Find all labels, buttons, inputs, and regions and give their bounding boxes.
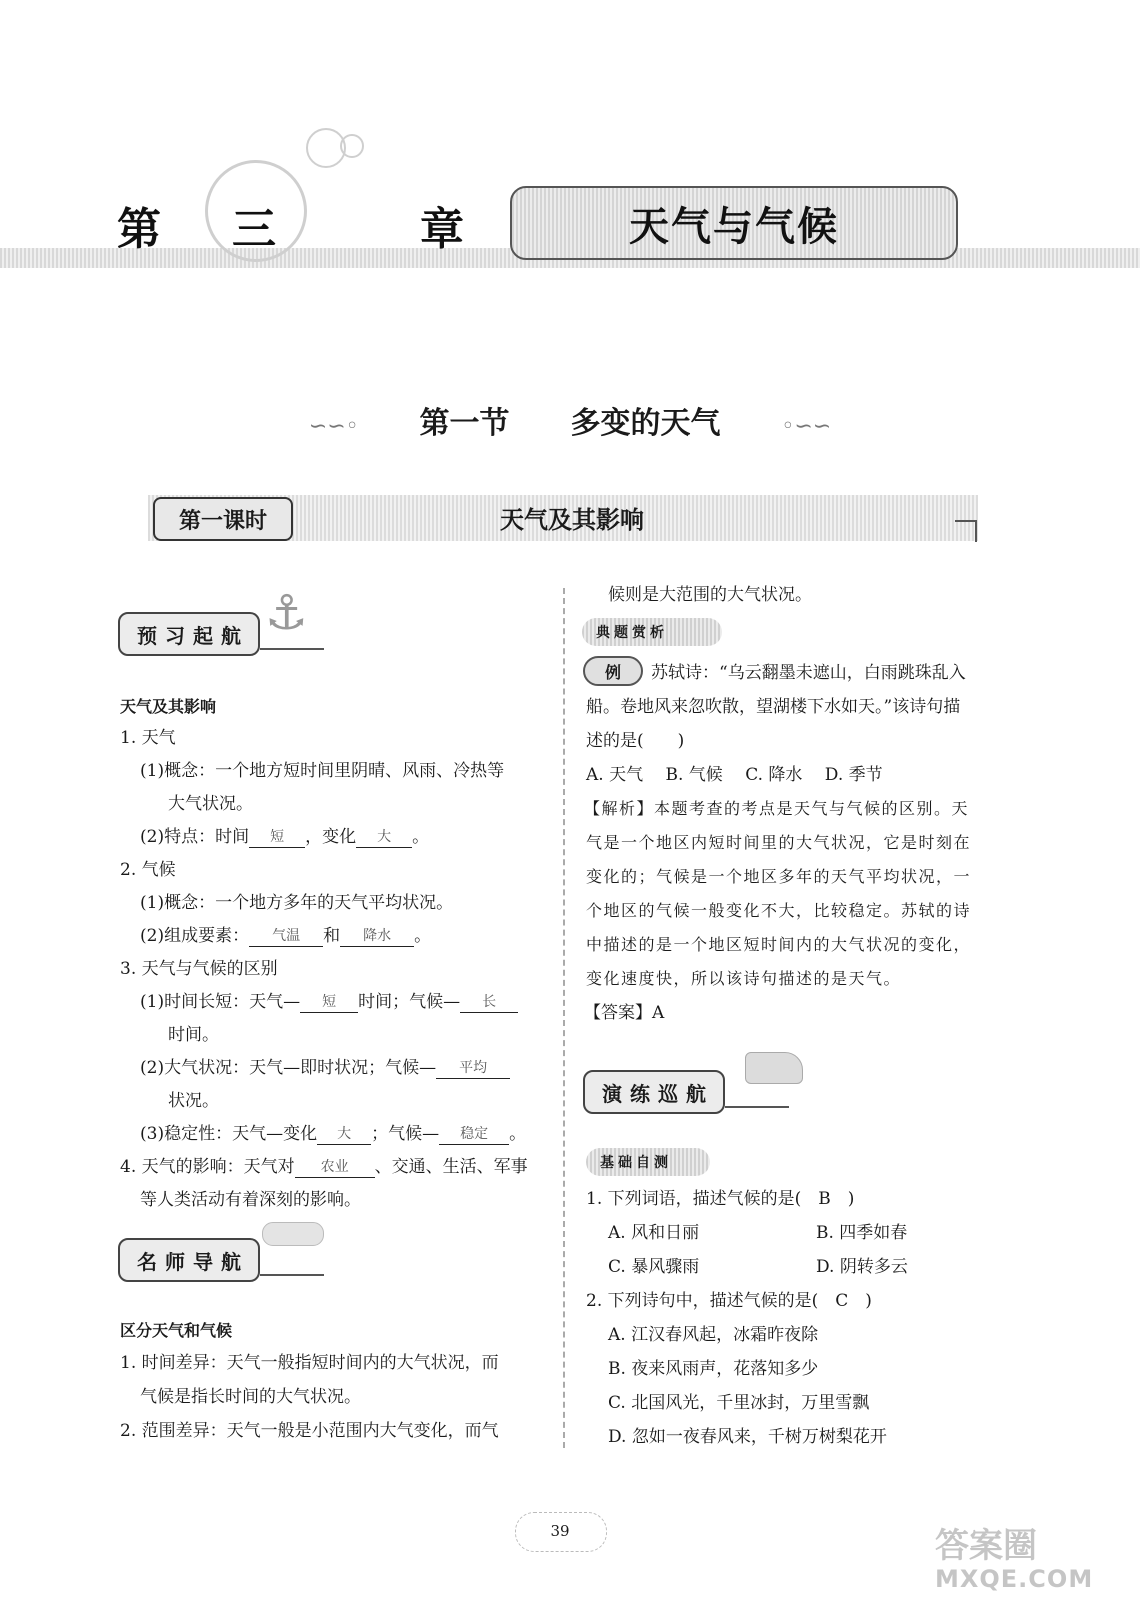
flourish-left-icon: ∽∽◦	[308, 414, 359, 439]
analysis-line: 气是一个地区内短时间里的大气状况，它是时刻在	[586, 833, 972, 852]
text-segment: (3)稳定性：天气—变化	[140, 1124, 318, 1144]
option: D. 阴转多云	[816, 1257, 908, 1277]
text-segment: 和	[323, 926, 341, 946]
option: A. 江汉春风起，冰霜昨夜除	[608, 1325, 819, 1345]
answer-line: 【答案】A	[584, 1003, 665, 1023]
fill-blank: 短	[300, 992, 358, 1013]
text-line: A. 天气 B. 气候 C. 降水 D. 季节	[586, 765, 883, 785]
analysis-line: 中描述的是一个地区短时间内的大气状况的变化，	[586, 935, 972, 954]
example-section-pill: 典题赏析	[582, 618, 722, 646]
section-title: 多变的天气	[570, 406, 721, 441]
text-segment: 4. 天气的影响：天气对	[120, 1157, 295, 1177]
chapter-title: 天气与气候	[629, 203, 839, 250]
text-line	[140, 925, 431, 947]
text-line	[140, 991, 518, 1013]
fill-blank: 大	[317, 1124, 371, 1145]
lesson-title: 天气及其影响	[500, 506, 644, 534]
flourish-right-icon: ◦∽∽	[781, 414, 832, 439]
text-segment: (2)大气状况：天气—即时状况；气候—	[140, 1058, 437, 1078]
option: C. 暴风骤雨	[608, 1257, 700, 1277]
option: C. 北国风光，千里冰封，万里雪飘	[608, 1393, 870, 1413]
teacher-heading: 区分天气和气候	[120, 1321, 233, 1340]
fill-blank: 稳定	[439, 1124, 509, 1145]
corner-hook-icon	[955, 520, 977, 542]
fill-blank: 农业	[295, 1157, 375, 1178]
badge-tail	[260, 1274, 324, 1276]
page-number-box	[520, 1516, 600, 1546]
text-line: 大气状况。	[168, 794, 253, 814]
text-segment: 。	[509, 1124, 527, 1144]
practice-badge: 演练巡航	[583, 1070, 725, 1114]
text-line: 等人类活动有着深刻的影响。	[140, 1190, 361, 1210]
text-line: 1. 天气	[120, 728, 176, 748]
preview-badge: 预习起航	[118, 612, 260, 656]
text-segment: 。	[414, 926, 432, 946]
text-line: 时间。	[168, 1025, 219, 1045]
option: D. 忽如一夜春风来，千树万树梨花开	[608, 1427, 887, 1447]
text-line: (1)概念：一个地方多年的天气平均状况。	[140, 893, 454, 913]
text-segment: 、交通、生活、军事	[374, 1157, 528, 1177]
fill-blank: 气温	[249, 926, 323, 947]
question: 2. 下列诗句中，描述气候的是( C )	[586, 1291, 872, 1311]
text-line: 候则是大范围的大气状况。	[608, 585, 812, 605]
fill-blank: 大	[356, 827, 412, 848]
badge-tail	[725, 1106, 789, 1108]
text-line: 2. 范围差异：天气一般是小范围内大气变化，而气	[120, 1421, 499, 1441]
analysis-line: 个地区的气候一般变化不大，比较稳定。苏轼的诗	[586, 901, 972, 920]
text-segment: ，变化	[305, 827, 357, 847]
teacher-badge: 名师导航	[118, 1238, 260, 1282]
text-line: (1)概念：一个地方短时间里阴晴、风雨、冷热等	[140, 761, 505, 781]
fill-blank: 长	[460, 992, 518, 1013]
text-line: 3. 天气与气候的区别	[120, 959, 278, 979]
text-line	[140, 1057, 510, 1079]
analysis-line: 【解析】本题考查的考点是天气与气候的区别。天	[584, 799, 970, 818]
question: 1. 下列词语，描述气候的是( B )	[586, 1189, 855, 1209]
fill-blank: 短	[249, 827, 305, 848]
chapter-prefix: 第	[117, 204, 161, 255]
text-segment: (2)特点：时间	[140, 827, 250, 847]
chapter-number: 三	[232, 204, 276, 255]
decorative-bubble	[340, 134, 364, 158]
text-line: 述的是( )	[586, 731, 685, 751]
text-line: 状况。	[168, 1091, 219, 1111]
badge-tail	[260, 648, 324, 650]
text-line: 船。卷地风来忽吹散，望湖楼下水如天。”该诗句描	[586, 697, 961, 717]
column-divider	[563, 588, 565, 1448]
chapter-suffix: 章	[420, 204, 464, 255]
analysis-line: 变化速度快，所以该诗句描述的是天气。	[586, 969, 902, 988]
text-segment: 。	[412, 827, 430, 847]
text-segment: ；气候—	[371, 1124, 440, 1144]
page-number: 39	[550, 1522, 570, 1540]
text-line: 气候是指长时间的大气状况。	[140, 1387, 361, 1407]
text-segment: (2)组成要素：	[140, 926, 250, 946]
text-line: 苏轼诗：“乌云翻墨未遮山，白雨跳珠乱入	[651, 663, 966, 683]
text-line	[120, 1156, 528, 1178]
lesson-tag: 第一课时	[153, 497, 293, 541]
basic-test-pill: 基础自测	[586, 1148, 710, 1176]
ship-icon	[745, 1052, 803, 1084]
option: B. 四季如春	[816, 1223, 908, 1243]
option: A. 风和日丽	[608, 1223, 700, 1243]
example-badge: 例	[583, 656, 643, 686]
watermark-url: MXQE.COM	[935, 1565, 1094, 1593]
fill-blank: 降水	[340, 926, 414, 947]
anchor-icon: ⚓	[265, 585, 309, 641]
chapter-title-box	[510, 186, 958, 260]
text-line	[140, 1123, 526, 1145]
watermark-logo: 答案圈	[935, 1526, 1037, 1566]
section-heading	[0, 398, 1140, 442]
text-line: 1. 时间差异：天气一般指短时间内的大气状况，而	[120, 1353, 499, 1373]
scroll-icon	[262, 1222, 324, 1246]
analysis-line: 变化的；气候是一个地区多年的天气平均状况，一	[586, 867, 972, 886]
text-line	[140, 826, 429, 848]
text-line: 2. 气候	[120, 860, 176, 880]
text-segment: (1)时间长短：天气—	[140, 992, 301, 1012]
fill-blank: 平均	[436, 1058, 510, 1079]
option: B. 夜来风雨声，花落知多少	[608, 1359, 819, 1379]
text-segment: 时间；气候—	[358, 992, 461, 1012]
preview-heading: 天气及其影响	[120, 697, 217, 716]
section-number: 第一节	[419, 406, 510, 441]
